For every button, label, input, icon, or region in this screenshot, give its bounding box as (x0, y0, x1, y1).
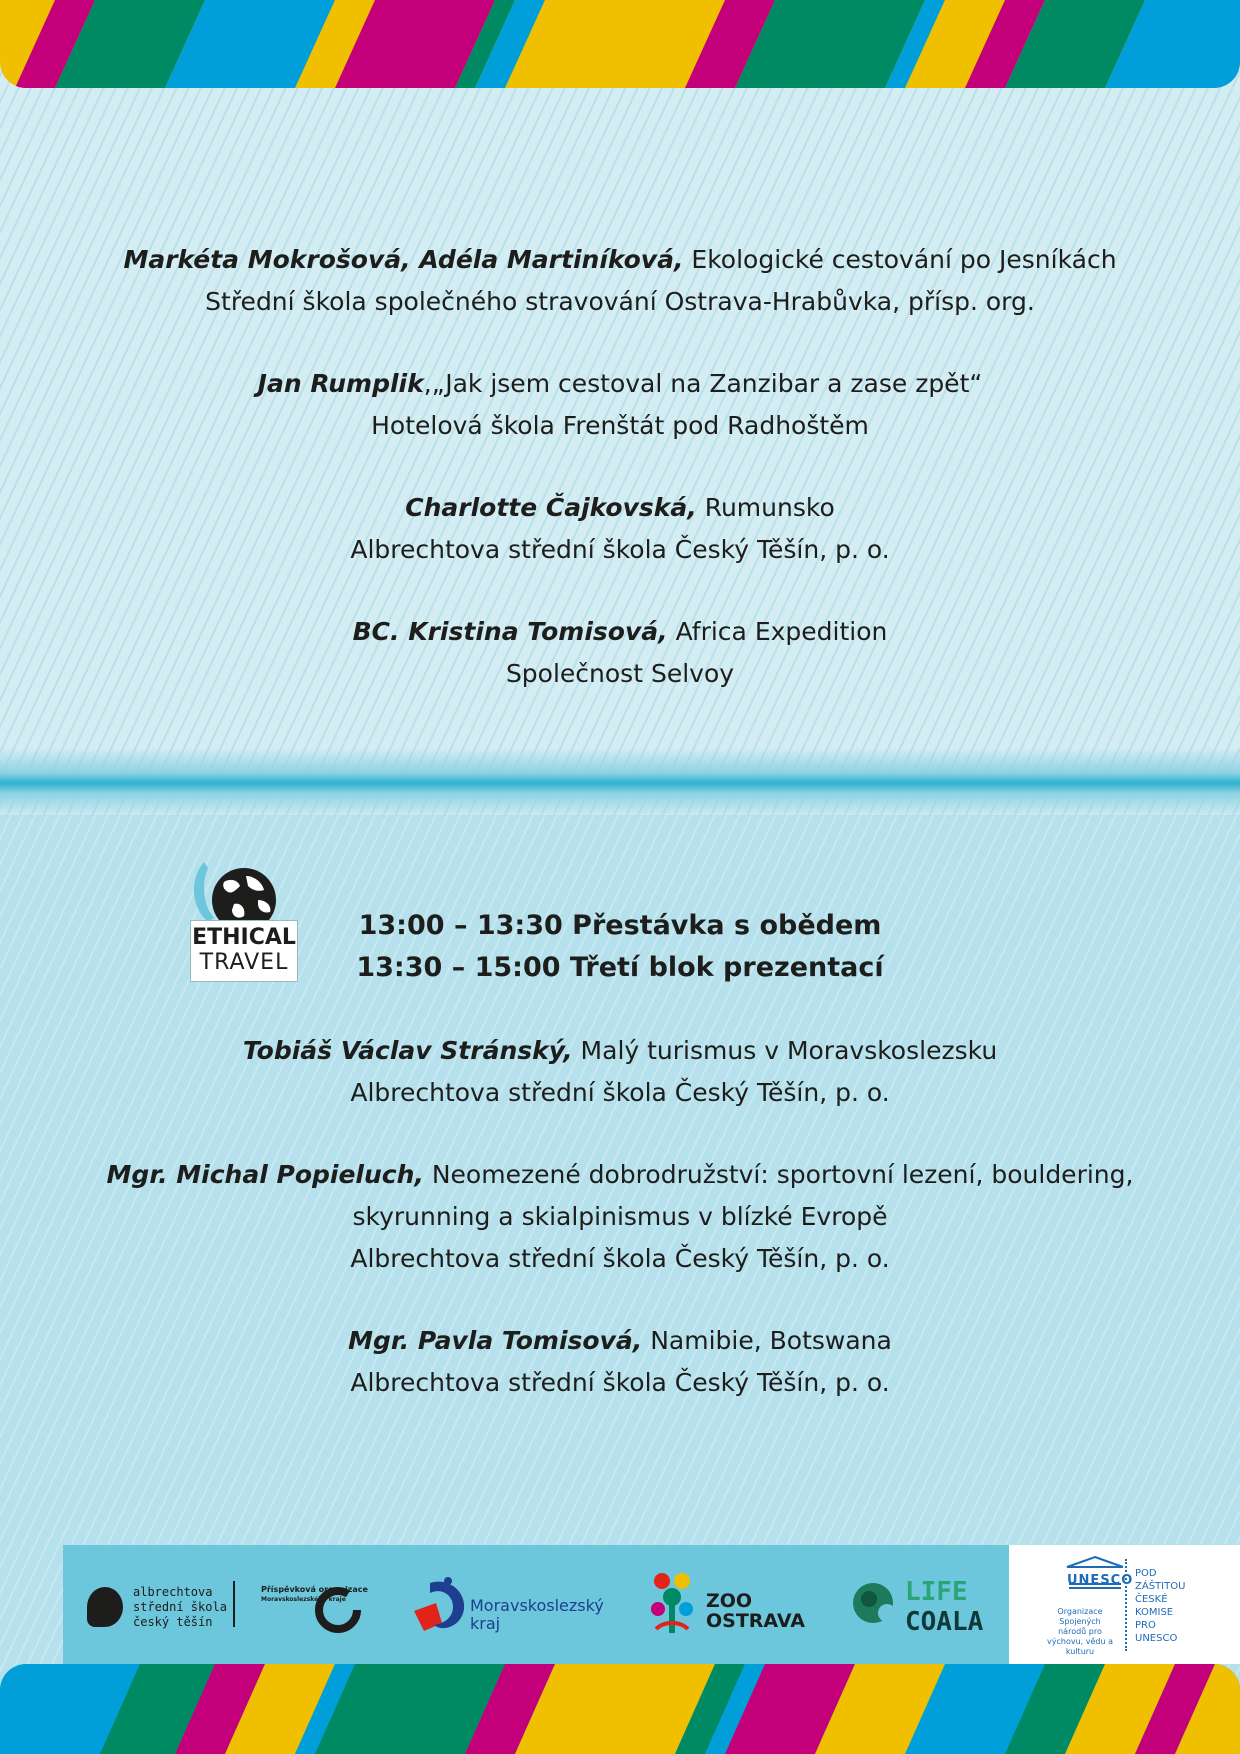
po-logo-line: Moravskoslezského kraje (261, 1596, 346, 1603)
entry-title-line (0, 1320, 1240, 1362)
zoo-ostrava-logo (648, 1569, 805, 1639)
schedule-third-block: 13:30 – 15:00 Třetí blok prezentací (356, 952, 884, 983)
presenter-name: Markéta Mokrošová, Adéla Martiníková, (123, 245, 684, 274)
partner-logos-footer (63, 1545, 1240, 1664)
top-stripes-graphic (0, 0, 1240, 88)
school-name: Albrechtova střední škola Český Těšín, p. o. (350, 1368, 890, 1397)
presenter-name: Mgr. Michal Popieluch, (106, 1160, 424, 1189)
prispevkova-organizace-logo (261, 1585, 371, 1635)
presentation-topic: Malý turismus v Moravskoslezsku (572, 1036, 998, 1065)
school-name: Střední škola společného stravování Ostrava-Hrabůvka, přísp. org. (205, 287, 1035, 316)
school-name: Albrechtova střední škola Český Těšín, p. o. (350, 1078, 890, 1107)
school-logo-line: albrechtova (133, 1585, 213, 1599)
bottom-stripes-graphic (0, 1664, 1240, 1754)
section-divider (0, 748, 1240, 818)
life-coala-logo (849, 1573, 989, 1637)
moravskoslezsky-kraj-logo (408, 1573, 608, 1637)
top-stripe-band (0, 0, 1240, 88)
entry-title-line (0, 1030, 1240, 1072)
schedule-lunch: 13:00 – 13:30 Přestávka s obědem (358, 910, 882, 941)
patronage-line: ČESKÉ (1135, 1594, 1168, 1605)
presentation-entry (0, 1320, 1240, 1404)
entry-title-line (0, 487, 1240, 529)
zoo-logo-line: ZOO (706, 1590, 753, 1612)
school-dot-icon (87, 1587, 123, 1627)
life-word: LIFE (905, 1577, 968, 1607)
region-logo-line: kraj (470, 1614, 501, 1633)
presenter-name: Tobiáš Václav Stránský, (242, 1036, 573, 1065)
presentation-entry (0, 487, 1240, 571)
presentation-entry (0, 1154, 1240, 1280)
schedule-block (0, 905, 1240, 989)
presentation-entry (0, 611, 1240, 695)
logo-separator (233, 1581, 235, 1627)
presenter-name: BC. Kristina Tomisová, (352, 617, 668, 646)
presentation-topic-continued: skyrunning a skialpinismus v blízké Evropě (352, 1202, 888, 1231)
unesco-patronage-text (1135, 1567, 1185, 1645)
entry-title-line (0, 239, 1240, 281)
unesco-wordmark: UNESCO (1067, 1573, 1134, 1588)
school-name: Albrechtova střední škola Český Těšín, p. o. (350, 535, 890, 564)
zoo-tree-icon (648, 1569, 698, 1639)
unesco-dotted-divider (1125, 1559, 1127, 1651)
presentation-topic: Neomezené dobrodružství: sportovní lezení, bouldering, (423, 1160, 1134, 1189)
presentation-topic: ,„Jak jsem cestoval na Zanzibar a zase zpět“ (423, 369, 983, 398)
travel-word: TRAVEL (199, 950, 289, 975)
presenter-name: Jan Rumplik (257, 369, 424, 398)
presentation-topic: Rumunsko (696, 493, 835, 522)
school-logo-line: český těšín (133, 1615, 213, 1629)
life-coala-icon (849, 1579, 901, 1631)
school-logo-text (133, 1585, 227, 1630)
coala-word: COALA (905, 1607, 984, 1637)
presentation-block-2 (0, 1030, 1240, 1444)
patronage-line: ZÁŠTITOU (1135, 1581, 1186, 1592)
patronage-line: UNESCO (1135, 1633, 1178, 1644)
school-logo-line: střední škola (133, 1600, 227, 1614)
albrechtova-school-logo (87, 1579, 237, 1635)
life-coala-text (905, 1577, 983, 1637)
ethical-word: ETHICAL (192, 925, 296, 950)
zoo-logo-line: OSTRAVA (706, 1610, 805, 1632)
presentation-entry (0, 1030, 1240, 1114)
patronage-line: PRO (1135, 1620, 1156, 1631)
entry-title-line (0, 363, 1240, 405)
presentation-entry (0, 363, 1240, 447)
presenter-name: Charlotte Čajkovská, (405, 493, 697, 522)
presentation-topic: Namibie, Botswana (642, 1326, 892, 1355)
entry-title-line (0, 1154, 1240, 1196)
patronage-line: KOMISE (1135, 1607, 1174, 1618)
zoo-logo-text (706, 1591, 805, 1631)
presentation-entry (0, 239, 1240, 323)
school-name: Albrechtova střední škola Český Těšín, p. o. (350, 1244, 890, 1273)
presenter-name: Mgr. Pavla Tomisová, (348, 1326, 643, 1355)
ring-icon (313, 1585, 363, 1635)
patronage-line: POD (1135, 1568, 1157, 1579)
entry-title-line (0, 611, 1240, 653)
school-name: Společnost Selvoy (505, 659, 735, 688)
school-name: Hotelová škola Frenštát pod Radhoštěm (371, 411, 869, 440)
po-logo-line: Příspěvková organizace (261, 1585, 368, 1594)
region-logo-text (470, 1597, 604, 1633)
presentation-topic: Ekologické cestování po Jesníkách (683, 245, 1117, 274)
unesco-patronage-logo (1009, 1545, 1240, 1664)
region-emblem-icon (408, 1573, 470, 1637)
presentation-topic: Africa Expedition (667, 617, 888, 646)
presentation-block-1 (0, 239, 1240, 735)
region-logo-line: Moravskoslezský (470, 1596, 604, 1615)
bottom-stripe-band (0, 1664, 1240, 1754)
unesco-description: Organizace Spojených národů pro výchovu, vědu a kulturu (1047, 1607, 1113, 1656)
